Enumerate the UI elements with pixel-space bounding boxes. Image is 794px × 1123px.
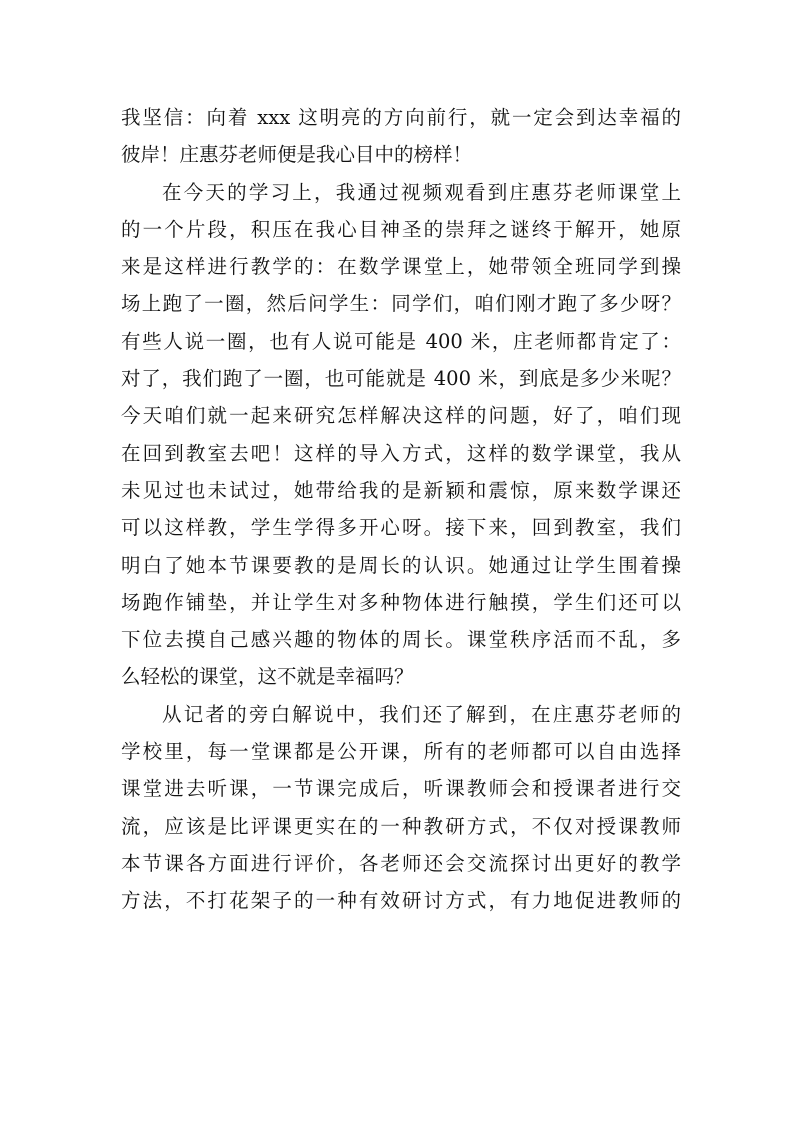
text-line: 彼岸！庄惠芬老师便是我心目中的榜样！ [121, 143, 473, 167]
text-line: 可以这样教，学生学得多开心呀。接下来，回到教室，我们 [121, 516, 681, 540]
text-line: 下位去摸自己感兴趣的物体的周长。课堂秩序活而不乱，多 [121, 628, 681, 652]
paragraph-first-line: 从记者的旁白解说中，我们还了解到，在庄惠芬老师的 [162, 702, 681, 726]
paragraph-first-line: 在今天的学习上，我通过视频观看到庄惠芬老师课堂上 [162, 180, 681, 204]
text-line: 来是这样进行教学的：在数学课堂上，她带领全班同学到操 [121, 255, 681, 279]
text-line: 我坚信：向着 xxx 这明亮的方向前行，就一定会到达幸福的 [121, 106, 681, 129]
text-line: 明白了她本节课要教的是周长的认识。她通过让学生围着操 [121, 553, 681, 577]
text-line: 今天咱们就一起来研究怎样解决这样的问题，好了，咱们现 [121, 404, 681, 428]
text-line: 场上跑了一圈，然后问学生：同学们，咱们刚才跑了多少呀？ [121, 292, 681, 316]
text-line: 有些人说一圈，也有人说可能是 400 米，庄老师都肯定了： [121, 329, 681, 353]
text-line: 在回到教室去吧！这样的导入方式，这样的数学课堂，我从 [121, 441, 681, 465]
text-line: 场跑作铺垫，并让学生对多种物体进行触摸，学生们还可以 [121, 590, 681, 614]
text-line: 未见过也未试过，她带给我的是新颖和震惊，原来数学课还 [121, 478, 681, 502]
text-line: 方法，不打花架子的一种有效研讨方式，有力地促进教师的 [121, 889, 681, 913]
text-line: 流，应该是比评课更实在的一种教研方式，不仅对授课教师 [121, 814, 681, 838]
text-line: 的一个片段，积压在我心目神圣的崇拜之谜终于解开，她原 [121, 217, 681, 241]
text-line: 对了，我们跑了一圈，也可能就是 400 米，到底是多少米呢？ [121, 367, 681, 391]
text-line: 学校里，每一堂课都是公开课，所有的老师都可以自由选择 [121, 740, 681, 764]
text-line: 课堂进去听课，一节课完成后，听课教师会和授课者进行交 [121, 777, 681, 801]
text-line: 么轻松的课堂，这不就是幸福吗？ [121, 665, 414, 689]
body-text [121, 99, 681, 920]
text-line: 本节课各方面进行评价，各老师还会交流探讨出更好的教学 [121, 851, 681, 875]
